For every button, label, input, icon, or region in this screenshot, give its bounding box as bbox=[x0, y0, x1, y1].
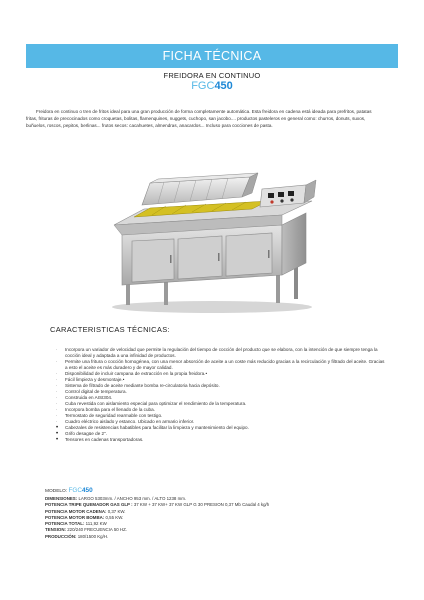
production-label: PRODUCCIÓN: bbox=[45, 533, 77, 539]
continuous-fryer-image bbox=[92, 155, 332, 315]
production-row bbox=[45, 534, 395, 540]
model-heading bbox=[0, 80, 424, 92]
feature-text: Cuadro eléctrico aislado y estanco. Ubicado en armario inferior. bbox=[65, 419, 195, 424]
feature-bullet: · bbox=[56, 407, 58, 412]
voltage-label: TENSION: bbox=[45, 527, 66, 533]
model-line-prefix: FGC bbox=[68, 487, 82, 494]
total-power-label: POTENCIA TOTAL: bbox=[45, 521, 85, 527]
feature-text: Grifo desagüe de 2". bbox=[65, 431, 107, 436]
chain-motor-label: POTENCIA MOTOR CADENA: bbox=[45, 508, 107, 514]
pump-motor-value: 0,55 KW. bbox=[105, 514, 124, 520]
feature-text: Disponibilidad de incluir campana de extracción en la propia freidora.• bbox=[65, 371, 208, 376]
feature-bullet: · bbox=[56, 395, 58, 400]
feature-item bbox=[56, 437, 386, 443]
feature-bullet: · bbox=[56, 371, 58, 376]
feature-text: Construida en AISI304. bbox=[65, 395, 113, 400]
model-line-number: 450 bbox=[81, 487, 93, 494]
model-number: 450 bbox=[214, 80, 233, 92]
dimensions-value: LARGO 5303mm. / ANCHO 953 mm. / ALTO 1238 mm. bbox=[78, 496, 187, 501]
feature-bullet: · bbox=[56, 413, 58, 418]
pump-motor-label: POTENCIA MOTOR BOMBA: bbox=[45, 514, 105, 520]
gas-power-label: POTENCIA TRIPE QUEMADOR GAS GLP : bbox=[45, 502, 133, 508]
feature-text: Permite una fritura o cocción homogénea, con una menor absorción de aceite a un coste más reducido gracias a la recirculación y filtrado del aceite. Gracias a esto el aceite es más duradero y de mayor calidad. bbox=[65, 359, 385, 370]
specs-heading: CARACTERISTICAS TÉCNICAS: bbox=[50, 325, 170, 334]
technical-details bbox=[45, 496, 395, 540]
feature-bullet: · bbox=[56, 377, 58, 382]
feature-bullet: • bbox=[56, 436, 59, 443]
feature-text: Tensores en cadenas transportadoras. bbox=[65, 437, 144, 442]
feature-text: Control digital de temperatura. bbox=[65, 389, 127, 394]
title-banner bbox=[26, 44, 398, 68]
voltage-value: 220/240 FRECUENCIA 50 HZ. bbox=[67, 527, 128, 533]
production-value: 180/1500 Kg/H. bbox=[77, 533, 109, 539]
feature-text: Sistema de filtrado de aceite mediante bomba re-circulatoria hacia depósito. bbox=[65, 383, 220, 388]
feature-item bbox=[56, 347, 386, 359]
dimensions-label: DIMENSIONES: bbox=[45, 496, 78, 501]
gas-power-value: 37 KW + 37 KW+ 37 KW GLP G 30 PRESION 0,37 Mb Caudal 4 kg/h bbox=[133, 502, 270, 508]
feature-text: Termostato de seguridad rearmable con testigo. bbox=[65, 413, 163, 418]
model-label: MODELO: bbox=[45, 489, 68, 494]
total-power-value: 111,92 KW bbox=[85, 521, 107, 527]
feature-bullet: · bbox=[56, 383, 58, 388]
feature-bullet: • bbox=[56, 430, 59, 437]
intro-paragraph: Freidora en continuo o tren de fritos ideal para una gran producción de forma completamente automática. Esta freidora en cadena está ideada para prefritos, patatas fritas, frituras de precocinados como croquetas, bolitas, flamenquines, nuggets, cuchopo, san jacobo.... productos pasteleros en general como: churros, donuts, suxos, buñuelos, roscos, pepitos, berlinas... frutos secos: cacahuetes, almendras, anacardos... Incluso para cocciones de pasta. bbox=[26, 109, 372, 128]
model-line bbox=[45, 487, 93, 494]
page-title: FICHA TÉCNICA bbox=[162, 49, 262, 63]
feature-bullet: · bbox=[56, 419, 58, 424]
product-subtitle: FREIDORA EN CONTINUO bbox=[163, 71, 261, 80]
feature-text: Incorpora bomba para el llenado de la cuba. bbox=[65, 407, 155, 412]
feature-bullet: · bbox=[56, 359, 58, 364]
model-prefix: FGC bbox=[191, 80, 215, 92]
feature-item bbox=[56, 359, 386, 371]
feature-bullet: • bbox=[56, 424, 59, 431]
features-list bbox=[56, 347, 386, 443]
feature-text: Incorpora un variador de velocidad que permite la regulación del tiempo de cocción del producto que se elabora, con la intención de que siempre tenga la cocción ideal y adaptada a una infinidad de productos. bbox=[65, 347, 378, 358]
feature-text: Fácil limpieza y desmontaje.• bbox=[65, 377, 125, 382]
feature-text: Cuba revestida con aislamiento especial para optimizar el rendimiento de la temperatura. bbox=[65, 401, 247, 406]
feature-text: Cabezales de resistencias habatibles para facilitar la limpieza y mantenimiento del equipo. bbox=[65, 425, 249, 430]
chain-motor-value: 0,37 KW. bbox=[107, 508, 126, 514]
feature-bullet: · bbox=[56, 401, 58, 406]
feature-bullet: · bbox=[56, 389, 58, 394]
feature-bullet: · bbox=[56, 347, 58, 352]
